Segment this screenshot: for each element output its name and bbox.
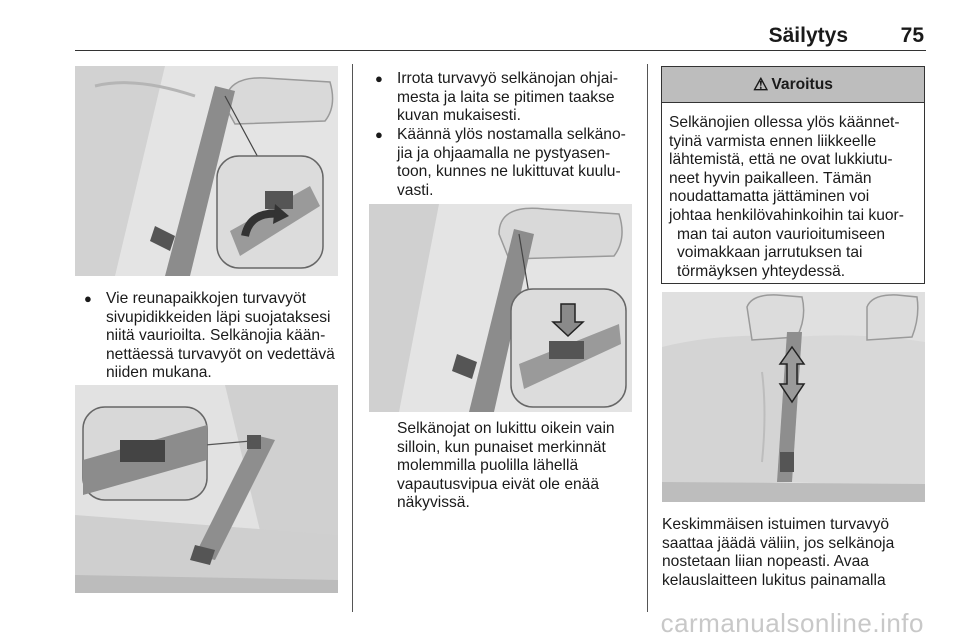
figure-seatback-lock-indicator <box>369 204 632 412</box>
figure-seatbelt-side-holder <box>75 385 338 593</box>
page-header <box>0 0 960 52</box>
bullet-marker: ● <box>375 127 383 142</box>
bullet-text: Irrota turvavyö selkänojan ohjai- mesta ja laita se pitimen taakse kuvan mukaisesti. <box>397 70 619 125</box>
bullet-marker: ● <box>84 291 92 306</box>
list-item <box>375 126 645 202</box>
bullet-text: Käännä ylös nostamalla selkäno- jia ja ohjaamalla ne pystyasen- toon, kunnes ne lukittuvat kuulu- vasti. <box>397 126 626 199</box>
body-paragraph: Keskimmäisen istuimen turvavyö saattaa jäädä väliin, jos selkänoja nostetaan liian nopeasti. Avaa kelauslaitteen lukitus painamalla <box>662 516 895 589</box>
list-item <box>375 70 645 128</box>
watermark: carmanualsonline.info <box>660 608 924 638</box>
bullet-marker: ● <box>375 71 383 86</box>
figure-center-seatbelt-retractor <box>662 292 925 502</box>
header-rule <box>75 50 926 51</box>
list-item <box>84 290 349 385</box>
column-divider-2 <box>647 64 648 612</box>
warning-text: Selkänojien ollessa ylös käännet- tyinä varmista ennen liikkeelle lähtemistä, että ne ovat lukkiutu- neet hyvin paikalleen. Tämän noudattamatta jättäminen voi johtaa henkilövahinkoihin tai kuor- man tai auton vaurioitumiseen voimakkaan jarrutuksen tai törmäyksen yhteydessä. <box>669 114 904 280</box>
warning-title: Varoitus <box>771 75 833 93</box>
bullet-text: Vie reunapaikkojen turvavyöt sivupidikkeiden läpi suojataksesi niitä vaurioilta. Selkänojia kään- nettäessä turvavyöt on vedettävä niiden mukana. <box>106 290 335 382</box>
figure-seatbelt-guide-release <box>75 66 338 276</box>
column-divider-1 <box>352 64 353 612</box>
note-paragraph: Selkänojat on lukittu oikein vain silloin, kun punaiset merkinnät molemmilla puolilla lähellä vapautusvipua eivät ole enää näkyvissä. <box>397 420 615 512</box>
warning-header <box>662 67 924 103</box>
section-title: Säilytys <box>768 24 848 47</box>
page-number: 75 <box>900 24 924 47</box>
warning-box <box>661 66 925 284</box>
warning-triangle-icon: ⚠ <box>753 74 769 94</box>
